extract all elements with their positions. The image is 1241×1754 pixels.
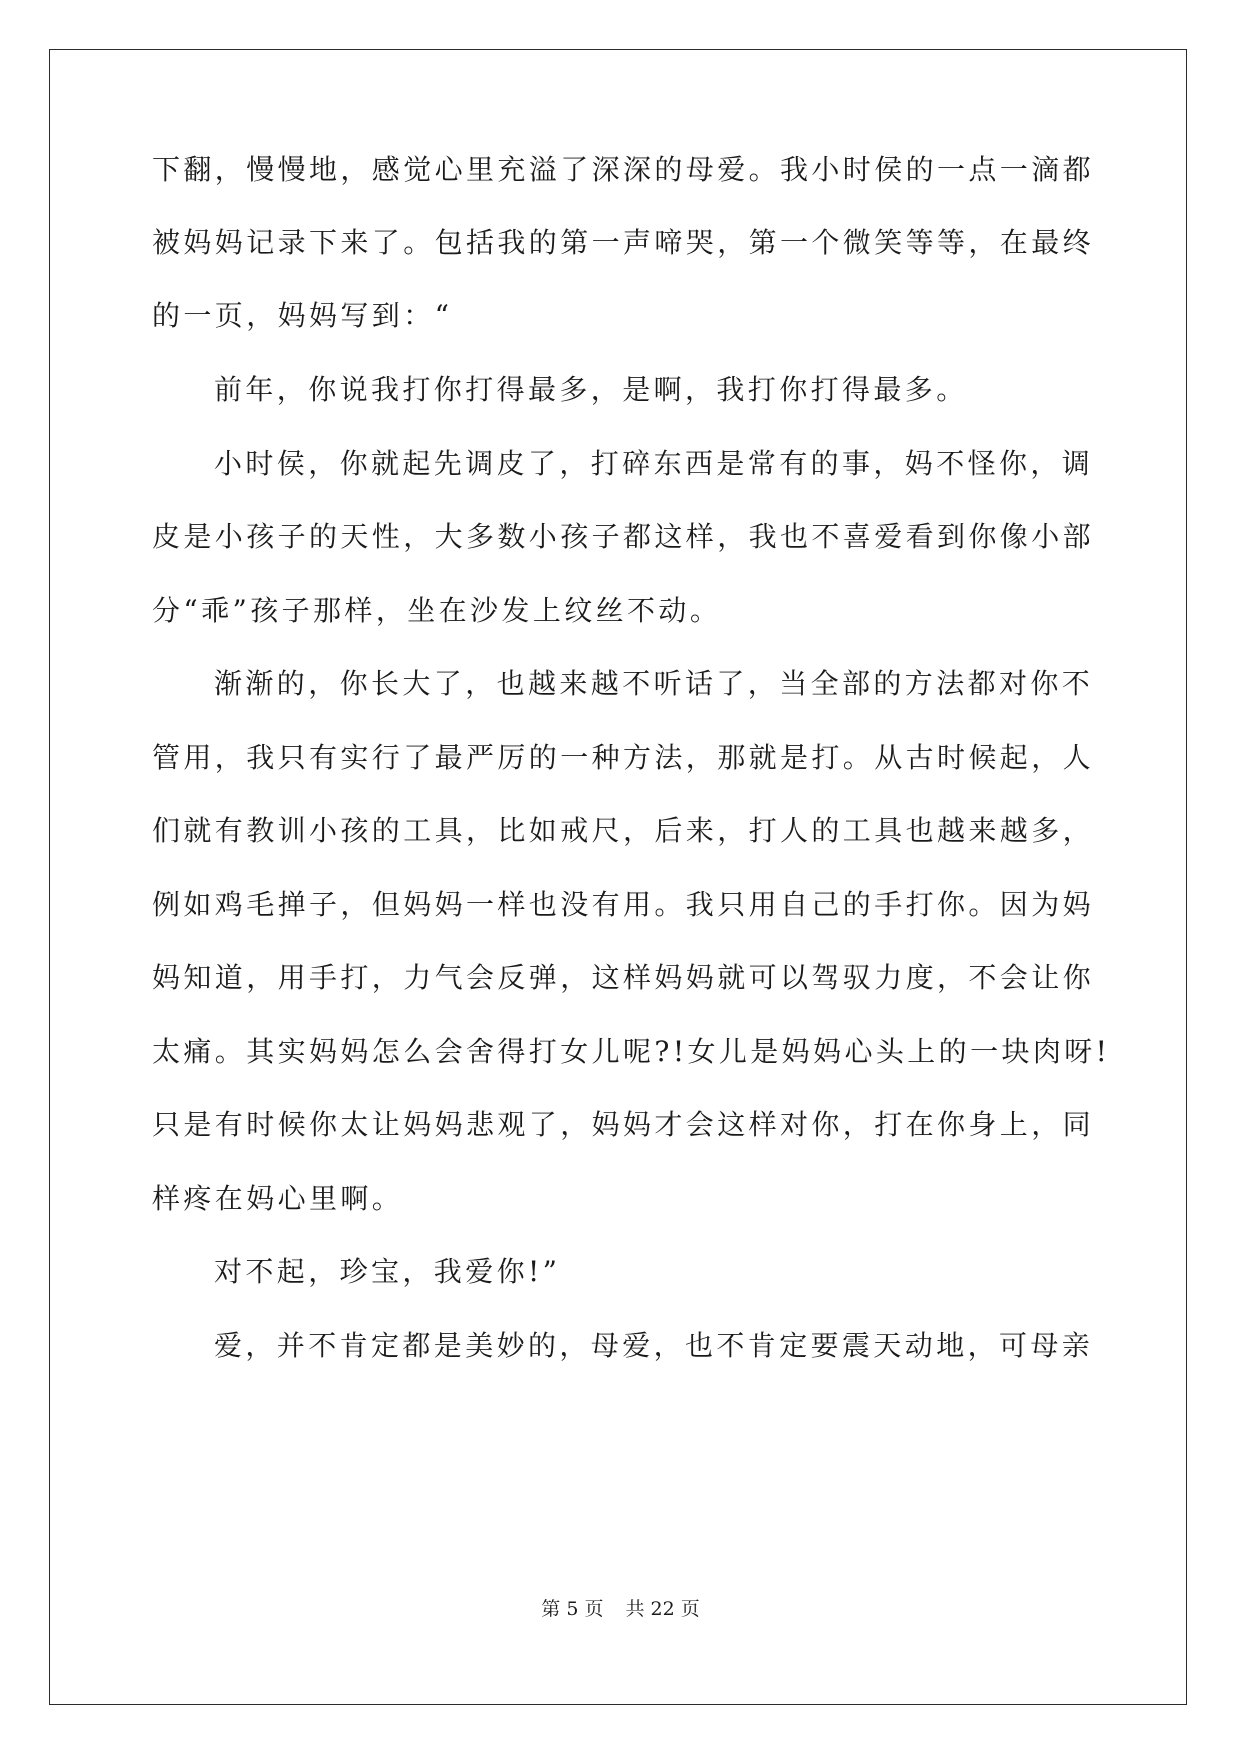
text-line: 小时侯，你就起先调皮了，打碎东西是常有的事，妈不怪你，调 <box>214 447 1094 480</box>
page-footer <box>0 1597 1241 1621</box>
text-line: 太痛。其实妈妈怎么会舍得打女儿呢?!女儿是妈妈心头上的一块肉呀! <box>152 1035 1111 1068</box>
text-line: 皮是小孩子的天性，大多数小孩子都这样，我也不喜爱看到你像小部 <box>152 520 1095 553</box>
text-line: 前年，你说我打你打得最多，是啊，我打你打得最多。 <box>214 373 968 406</box>
page-number: 第 5 页 <box>541 1598 604 1620</box>
text-line: 下翻，慢慢地，感觉心里充溢了深深的母爱。我小时侯的一点一滴都 <box>152 153 1095 186</box>
text-line: 们就有教训小孩的工具，比如戒尺，后来，打人的工具也越来越多， <box>152 814 1095 847</box>
text-line: 被妈妈记录下来了。包括我的第一声啼哭，第一个微笑等等，在最终 <box>152 226 1095 259</box>
text-line: 的一页，妈妈写到：“ <box>152 299 453 332</box>
text-line: 例如鸡毛掸子，但妈妈一样也没有用。我只用自己的手打你。因为妈 <box>152 888 1095 921</box>
page-total: 共 22 页 <box>625 1598 700 1620</box>
text-line: 管用，我只有实行了最严厉的一种方法，那就是打。从古时候起，人 <box>152 741 1095 774</box>
text-line: 样疼在妈心里啊。 <box>152 1182 404 1215</box>
text-line: 对不起，珍宝，我爱你!” <box>214 1255 561 1288</box>
text-line: 只是有时候你太让妈妈悲观了，妈妈才会这样对你，打在你身上，同 <box>152 1108 1095 1141</box>
text-line: 妈知道，用手打，力气会反弹，这样妈妈就可以驾驭力度，不会让你 <box>152 961 1095 994</box>
text-line: 渐渐的，你长大了，也越来越不听话了，当全部的方法都对你不 <box>214 667 1094 700</box>
text-line: 分“乖”孩子那样，坐在沙发上纹丝不动。 <box>152 594 722 627</box>
text-line: 爱，并不肯定都是美妙的，母爱，也不肯定要震天动地，可母亲 <box>214 1329 1094 1362</box>
